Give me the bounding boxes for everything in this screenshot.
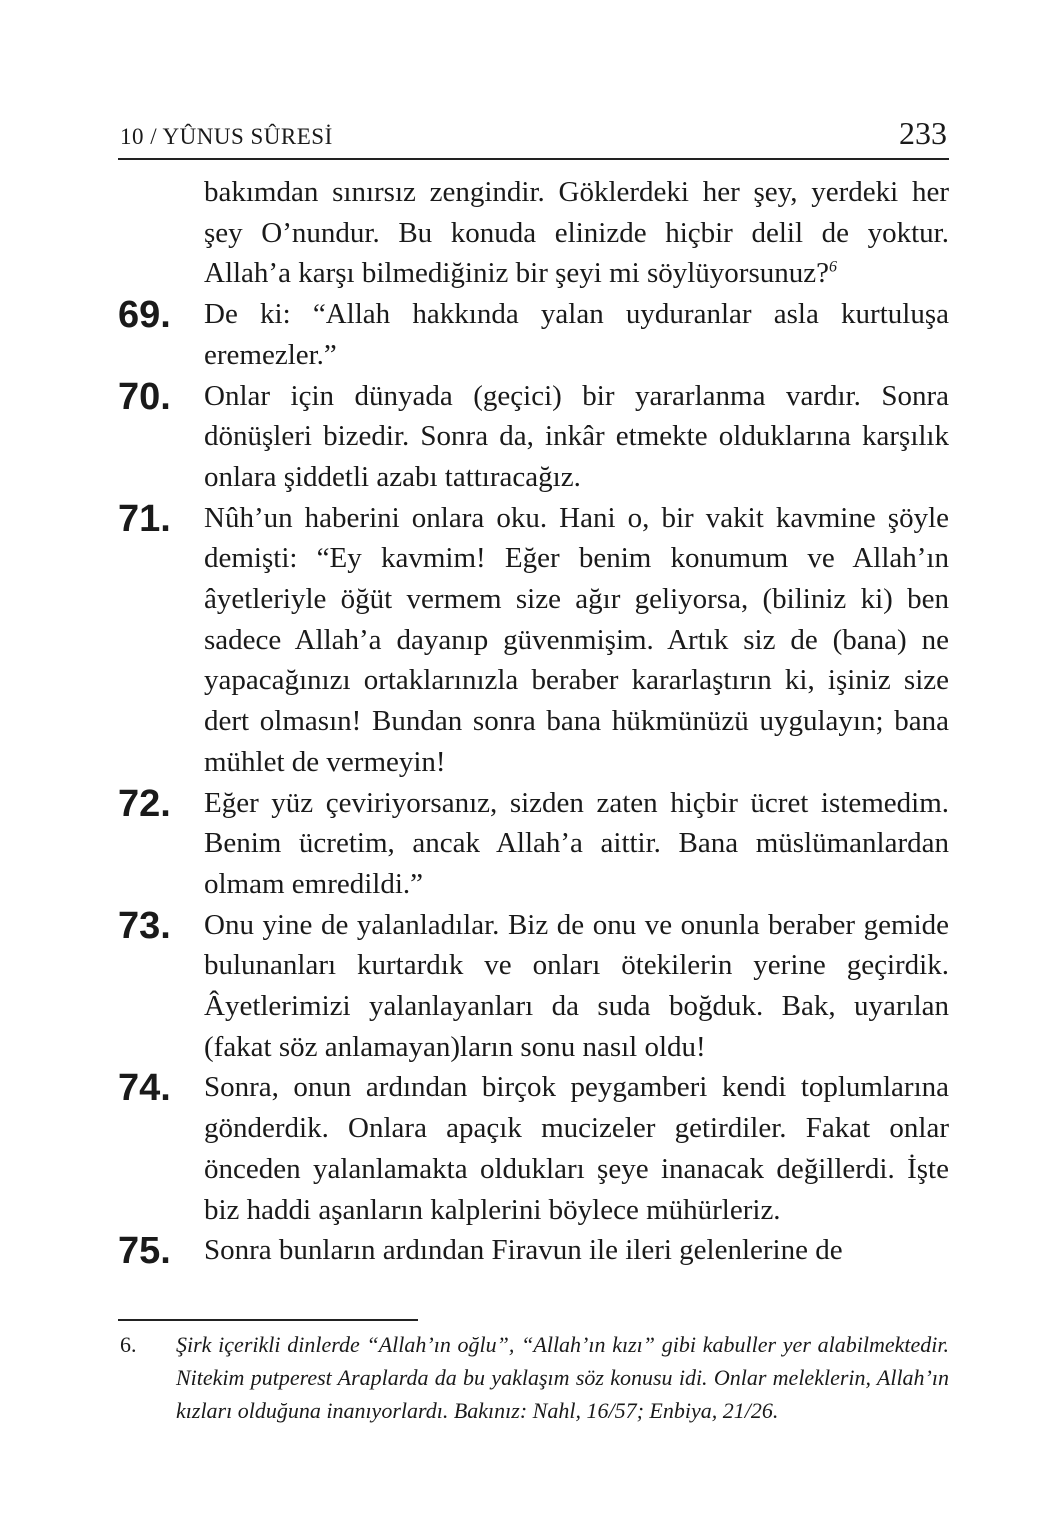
verse-number: 75. [118, 1230, 171, 1273]
verse-number: 74. [118, 1067, 171, 1110]
footnote-text: Şirk içerikli dinlerde “Allah’ın oğlu”, “Allah’ın kızı” gibi kabuller yer alabilmektedir. Nitekim putperest Araplarda da bu yaklaşım söz konusu idi. Onlar meleklerin, Allah’ın kızları olduğuna inanıyorlardı. Bakınız: Nahl, 16/57; Enbiya, 21/26. [176, 1332, 949, 1423]
verse-text: De ki: “Allah hakkında yalan uyduranlar asla kurtuluşa eremezler.” [204, 298, 949, 371]
verse-text: Sonra, onun ardından birçok peygamberi kendi toplumlarına gönderdik. Onlara apaçık mucizeler getirdiler. Fakat onlar önceden yalanlamakta oldukları şeye inanacak değillerdi. İşte biz haddi aşanların kalplerini böylece mühürleriz. [204, 1071, 949, 1226]
main-text [118, 172, 949, 1271]
verse-69 [118, 294, 949, 375]
verse-number: 72. [118, 782, 171, 825]
verse-text: Nûh’un haberini onlara oku. Hani o, bir vakit kavmine şöyle demişti: “Ey kavmim! Eğer benim konumum ve Allah’ın âyetleriyle öğüt vermem size ağır geliyorsa, (biliniz ki) ben sadece Allah’a dayanıp güvenmişim. Artık siz de (bana) ne yapacağınızı ortaklarınızla beraber kararlaştırın ki, işiniz size dert olmasın! Bundan sonra bana hükmünüzü uygulayın; bana mühlet de vermeyin! [204, 501, 949, 778]
verse-75 [118, 1230, 949, 1271]
verse-74 [118, 1067, 949, 1230]
verse-text: Onu yine de yalanladılar. Biz de onu ve onunla beraber gemide bulunanları kurtardık ve onları ötekilerin yerine geçirdik. Âyetlerimizi yalanlayanları da suda boğduk. Bak, uyarılan (fakat söz anlamayan)ların sonu nasıl oldu! [204, 908, 949, 1063]
page-number: 233 [899, 115, 947, 151]
verse-text: Onlar için dünyada (geçici) bir yararlanma vardır. Sonra dönüşleri bizedir. Sonra da, inkâr etmekte olduklarına karşılık onlara şiddetli azabı tattıracağız. [204, 379, 949, 493]
footnote [118, 1328, 949, 1427]
footnote-reference: 6 [829, 258, 837, 276]
running-header [118, 112, 949, 160]
footnote-number: 6. [120, 1332, 137, 1357]
verse-text: Eğer yüz çeviriyorsanız, sizden zaten hiçbir ücret istemedim. Benim ücretim, ancak Allah’a aittir. Bana müslümanlardan olmam emredildi.” [204, 786, 949, 900]
continuation-text: bakımdan sınırsız zengindir. Göklerdeki her şey, yerdeki her şey O’nundur. Bu konuda elinizde hiçbir delil de yoktur. Allah’a karşı bilmediğiniz bir şeyi mi söylüyorsunuz? [204, 176, 949, 290]
verse-73 [118, 905, 949, 1068]
verse-70 [118, 376, 949, 498]
verse-72 [118, 783, 949, 905]
footnote-divider [118, 1319, 418, 1321]
continuation-paragraph [118, 172, 949, 294]
verse-text: Sonra bunların ardından Firavun ile ileri gelenlerine de [204, 1234, 843, 1267]
verse-71 [118, 498, 949, 783]
verse-number: 70. [118, 375, 171, 418]
verse-number: 71. [118, 497, 171, 540]
verse-number: 73. [118, 904, 171, 947]
header-title: 10 / YÛNUS SÛRESİ [120, 124, 333, 149]
verse-number: 69. [118, 294, 171, 337]
